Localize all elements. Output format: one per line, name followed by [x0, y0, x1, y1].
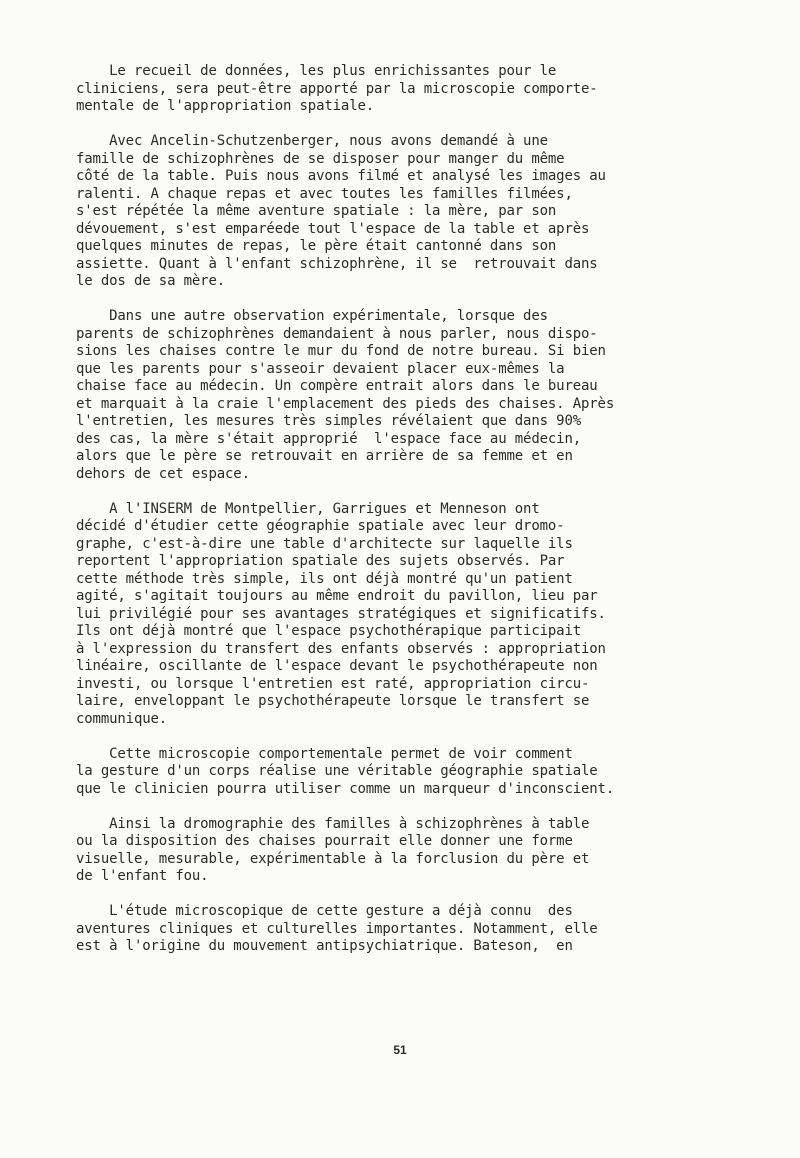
text-line: Avec Ancelin-Schutzenberger, nous avons demandé à une	[76, 133, 548, 149]
text-line: décidé d'étudier cette géographie spatiale avec leur dromo-	[76, 518, 565, 534]
paragraph	[76, 903, 716, 956]
paragraph	[76, 63, 716, 116]
text-line: Ainsi la dromographie des familles à schizophrènes à table	[76, 815, 590, 832]
text-line: laire, enveloppant le psychothérapeute lorsque le transfert se	[76, 693, 590, 709]
text-line: de l'enfant fou.	[76, 868, 209, 884]
page-number: 51	[393, 1043, 407, 1057]
text-line: chaise face au médecin. Un compère entrait alors dans le bureau	[76, 378, 598, 394]
text-line: famille de schizophrènes de se disposer pour manger du même	[76, 150, 565, 167]
text-line: le dos de sa mère.	[76, 273, 226, 289]
text-line: quelques minutes de repas, le père était cantonné dans son	[76, 238, 557, 254]
body-text	[76, 63, 716, 973]
text-line: ralenti. A chaque repas et avec toutes les familles filmées,	[76, 185, 573, 202]
text-line: graphe, c'est-à-dire une table d'architecte sur laquelle ils	[76, 535, 573, 552]
text-line: alors que le père se retrouvait en arrière de sa femme et en	[76, 448, 573, 464]
text-line: l'entretien, les mesures très simples révélaient que dans 90%	[76, 413, 582, 429]
text-line: mentale de l'appropriation spatiale.	[76, 98, 375, 114]
paragraph	[76, 501, 716, 729]
text-line: cette méthode très simple, ils ont déjà montré qu'un patient	[76, 570, 573, 587]
text-line: et marquait à la craie l'emplacement des pieds des chaises. Après	[76, 395, 615, 412]
text-line: côté de la table. Puis nous avons filmé et analysé les images au	[76, 168, 606, 184]
text-line: cliniciens, sera peut-être apporté par la microscopie comporte-	[76, 80, 598, 97]
text-line: dévouement, s'est emparéede tout l'espace de la table et après	[76, 220, 590, 237]
text-line: Ils ont déjà montré que l'espace psychothérapique participait	[76, 623, 582, 639]
text-line: A l'INSERM de Montpellier, Garrigues et Menneson ont	[76, 500, 540, 517]
text-line: visuelle, mesurable, expérimentable à la forclusion du père et	[76, 850, 590, 867]
text-line: parents de schizophrènes demandaient à nous parler, nous dispo-	[76, 325, 598, 342]
text-line: que le clinicien pourra utiliser comme un marqueur d'inconscient.	[76, 780, 615, 797]
text-line: dehors de cet espace.	[76, 465, 250, 482]
text-line: Dans une autre observation expérimentale, lorsque des	[76, 308, 548, 324]
text-line: lui privilégié pour ses avantages stratégiques et significatifs.	[76, 605, 606, 622]
text-line: Cette microscopie comportementale permet de voir comment	[76, 745, 573, 762]
text-line: des cas, la mère s'était approprié l'espace face au médecin,	[76, 430, 582, 447]
text-line: à l'expression du transfert des enfants observés : appropriation	[76, 640, 606, 657]
paragraph	[76, 746, 716, 799]
text-line: ou la disposition des chaises pourrait elle donner une forme	[76, 833, 573, 849]
paragraph	[76, 816, 716, 886]
text-line: linéaire, oscillante de l'espace devant le psychothérapeute non	[76, 658, 598, 674]
text-line: L'étude microscopique de cette gesture a déjà connu des	[76, 903, 573, 919]
text-line: investi, ou lorsque l'entretien est raté, appropriation circu-	[76, 675, 590, 692]
text-line: communique.	[76, 710, 168, 727]
text-line: Le recueil de données, les plus enrichissantes pour le	[76, 63, 557, 79]
text-line: est à l'origine du mouvement antipsychiatrique. Bateson, en	[76, 938, 573, 954]
text-line: sions les chaises contre le mur du fond de notre bureau. Si bien	[76, 343, 606, 359]
paragraph	[76, 133, 716, 291]
text-line: la gesture d'un corps réalise une véritable géographie spatiale	[76, 763, 598, 779]
text-line: agité, s'agitait toujours au même endroit du pavillon, lieu par	[76, 588, 598, 604]
paragraph	[76, 308, 716, 483]
text-line: s'est répétée la même aventure spatiale : la mère, par son	[76, 203, 557, 219]
text-line: que les parents pour s'asseoir devaient placer eux-mêmes la	[76, 360, 565, 377]
text-line: reportent l'appropriation spatiale des sujets observés. Par	[76, 553, 565, 569]
text-line: aventures cliniques et culturelles importantes. Notamment, elle	[76, 920, 598, 937]
text-line: assiette. Quant à l'enfant schizophrène, il se retrouvait dans	[76, 255, 598, 272]
